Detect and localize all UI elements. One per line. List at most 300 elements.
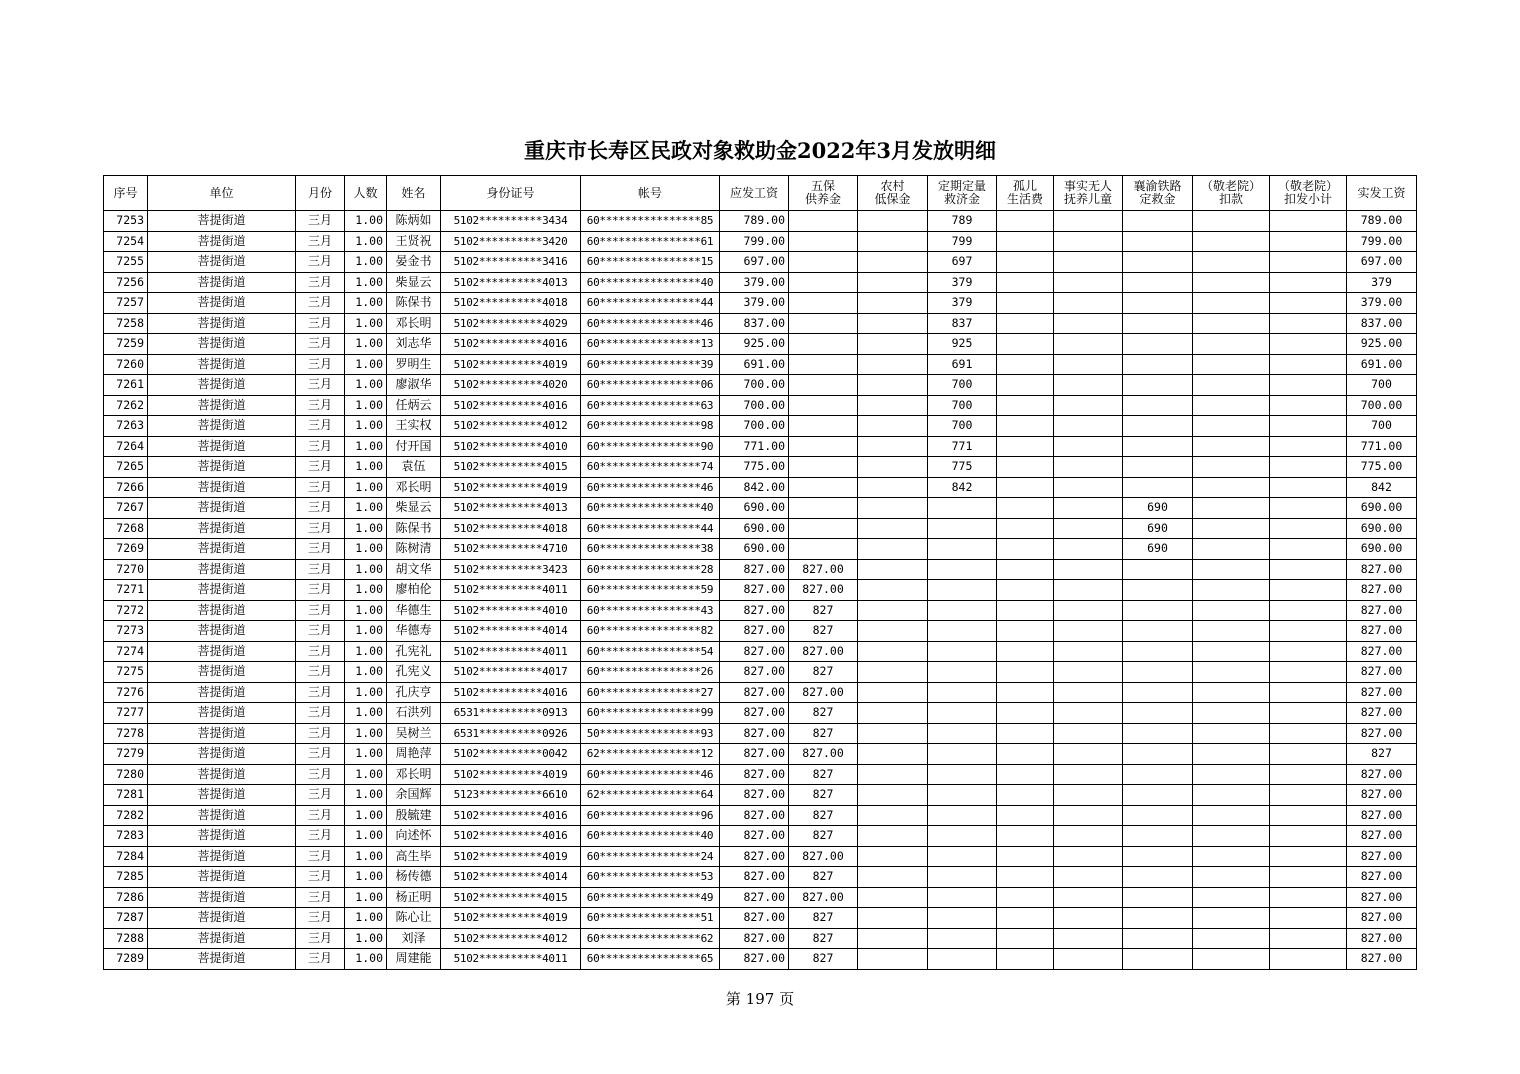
cell-rural-subsistence (858, 949, 928, 970)
cell-regular-relief: 771 (928, 436, 997, 457)
cell-month: 三月 (296, 662, 345, 683)
table-row (104, 498, 1417, 519)
cell-regular-relief (928, 641, 997, 662)
cell-orphan-living (997, 949, 1054, 970)
cell-account: 60****************15 (581, 252, 720, 273)
cell-month: 三月 (296, 313, 345, 334)
cell-month: 三月 (296, 826, 345, 847)
cell-name: 陈树清 (387, 539, 441, 560)
cell-actual-pay: 827.00 (1347, 662, 1417, 683)
cell-serial: 7262 (104, 395, 148, 416)
cell-railway-relief (1123, 703, 1193, 724)
cell-regular-relief (928, 949, 997, 970)
cell-serial: 7285 (104, 867, 148, 888)
cell-nursing-subtotal (1270, 395, 1347, 416)
cell-count: 1.00 (345, 785, 387, 806)
cell-unit: 菩提街道 (148, 334, 296, 355)
cell-account: 60****************26 (581, 662, 720, 683)
cell-payable: 827.00 (720, 744, 789, 765)
cell-five-guarantee: 827.00 (789, 641, 858, 662)
cell-orphan-living (997, 826, 1054, 847)
cell-name: 邓长明 (387, 477, 441, 498)
cell-rural-subsistence (858, 313, 928, 334)
cell-name: 向述怀 (387, 826, 441, 847)
cell-month: 三月 (296, 231, 345, 252)
table-row (104, 436, 1417, 457)
cell-account: 60****************44 (581, 293, 720, 314)
table-row (104, 559, 1417, 580)
cell-name: 柴显云 (387, 498, 441, 519)
cell-name: 胡文华 (387, 559, 441, 580)
cell-serial: 7272 (104, 600, 148, 621)
cell-railway-relief (1123, 826, 1193, 847)
cell-id-number: 5102**********0042 (441, 744, 581, 765)
cell-orphan-living (997, 334, 1054, 355)
cell-count: 1.00 (345, 662, 387, 683)
cell-count: 1.00 (345, 252, 387, 273)
cell-railway-relief (1123, 252, 1193, 273)
cell-orphan-living (997, 744, 1054, 765)
cell-nursing-deduction (1193, 621, 1270, 642)
cell-rural-subsistence (858, 477, 928, 498)
cell-orphan-living (997, 416, 1054, 437)
cell-nursing-subtotal (1270, 621, 1347, 642)
cell-month: 三月 (296, 559, 345, 580)
cell-regular-relief (928, 621, 997, 642)
cell-rural-subsistence (858, 723, 928, 744)
cell-rural-subsistence (858, 539, 928, 560)
cell-nursing-subtotal (1270, 723, 1347, 744)
cell-account: 60****************62 (581, 928, 720, 949)
cell-actual-pay: 842 (1347, 477, 1417, 498)
cell-orphan-living (997, 887, 1054, 908)
cell-five-guarantee: 827.00 (789, 846, 858, 867)
cell-name: 晏金书 (387, 252, 441, 273)
cell-orphan-living (997, 457, 1054, 478)
cell-nursing-deduction (1193, 231, 1270, 252)
cell-nursing-deduction (1193, 764, 1270, 785)
cell-regular-relief (928, 785, 997, 806)
cell-five-guarantee (789, 416, 858, 437)
table-row (104, 293, 1417, 314)
cell-payable: 827.00 (720, 867, 789, 888)
cell-unit: 菩提街道 (148, 252, 296, 273)
cell-unit: 菩提街道 (148, 231, 296, 252)
cell-railway-relief (1123, 354, 1193, 375)
cell-railway-relief (1123, 887, 1193, 908)
cell-nursing-deduction (1193, 703, 1270, 724)
cell-nursing-deduction (1193, 457, 1270, 478)
cell-serial: 7273 (104, 621, 148, 642)
cell-rural-subsistence (858, 867, 928, 888)
cell-railway-relief (1123, 416, 1193, 437)
cell-id-number: 5102**********4016 (441, 826, 581, 847)
cell-nursing-subtotal (1270, 498, 1347, 519)
cell-regular-relief: 379 (928, 272, 997, 293)
cell-serial: 7257 (104, 293, 148, 314)
cell-orphan-living (997, 908, 1054, 929)
cell-count: 1.00 (345, 416, 387, 437)
cell-nursing-subtotal (1270, 703, 1347, 724)
cell-unsupported-child (1054, 457, 1123, 478)
cell-name: 殷毓建 (387, 805, 441, 826)
cell-railway-relief (1123, 764, 1193, 785)
cell-month: 三月 (296, 580, 345, 601)
cell-orphan-living (997, 764, 1054, 785)
cell-id-number: 5102**********4010 (441, 600, 581, 621)
cell-month: 三月 (296, 436, 345, 457)
cell-nursing-subtotal (1270, 600, 1347, 621)
cell-five-guarantee (789, 539, 858, 560)
column-header: 五保 供养金 (789, 176, 858, 211)
cell-unsupported-child (1054, 928, 1123, 949)
cell-name: 廖淑华 (387, 375, 441, 396)
cell-id-number: 5102**********4019 (441, 354, 581, 375)
cell-name: 周建能 (387, 949, 441, 970)
cell-name: 邓长明 (387, 764, 441, 785)
cell-regular-relief (928, 518, 997, 539)
cell-nursing-subtotal (1270, 580, 1347, 601)
cell-name: 孔宪礼 (387, 641, 441, 662)
cell-regular-relief: 837 (928, 313, 997, 334)
cell-payable: 827.00 (720, 887, 789, 908)
cell-railway-relief (1123, 375, 1193, 396)
table-row (104, 826, 1417, 847)
cell-orphan-living (997, 211, 1054, 232)
cell-unsupported-child (1054, 764, 1123, 785)
cell-name: 华德寿 (387, 621, 441, 642)
cell-count: 1.00 (345, 600, 387, 621)
table-row (104, 375, 1417, 396)
cell-account: 60****************06 (581, 375, 720, 396)
cell-nursing-subtotal (1270, 518, 1347, 539)
cell-payable: 827.00 (720, 805, 789, 826)
cell-railway-relief (1123, 867, 1193, 888)
cell-name: 陈心让 (387, 908, 441, 929)
cell-five-guarantee (789, 436, 858, 457)
cell-actual-pay: 827.00 (1347, 580, 1417, 601)
cell-serial: 7284 (104, 846, 148, 867)
cell-payable: 379.00 (720, 272, 789, 293)
cell-orphan-living (997, 395, 1054, 416)
cell-serial: 7283 (104, 826, 148, 847)
table-row (104, 703, 1417, 724)
cell-serial: 7280 (104, 764, 148, 785)
cell-nursing-subtotal (1270, 293, 1347, 314)
cell-name: 王贤祝 (387, 231, 441, 252)
cell-railway-relief (1123, 949, 1193, 970)
cell-id-number: 5102**********4011 (441, 580, 581, 601)
cell-name: 高生毕 (387, 846, 441, 867)
cell-unit: 菩提街道 (148, 662, 296, 683)
cell-five-guarantee: 827 (789, 600, 858, 621)
cell-id-number: 5102**********4016 (441, 395, 581, 416)
cell-railway-relief (1123, 559, 1193, 580)
cell-nursing-subtotal (1270, 908, 1347, 929)
cell-account: 60****************46 (581, 477, 720, 498)
cell-railway-relief (1123, 211, 1193, 232)
cell-five-guarantee: 827 (789, 621, 858, 642)
cell-serial: 7270 (104, 559, 148, 580)
cell-count: 1.00 (345, 395, 387, 416)
cell-five-guarantee (789, 272, 858, 293)
cell-unsupported-child (1054, 805, 1123, 826)
cell-five-guarantee: 827 (789, 826, 858, 847)
cell-railway-relief: 690 (1123, 498, 1193, 519)
table-row (104, 580, 1417, 601)
cell-actual-pay: 827.00 (1347, 949, 1417, 970)
cell-name: 罗明生 (387, 354, 441, 375)
cell-regular-relief: 691 (928, 354, 997, 375)
cell-unit: 菩提街道 (148, 416, 296, 437)
cell-railway-relief (1123, 334, 1193, 355)
cell-month: 三月 (296, 354, 345, 375)
table-row (104, 457, 1417, 478)
cell-payable: 925.00 (720, 334, 789, 355)
cell-five-guarantee (789, 395, 858, 416)
cell-id-number: 5102**********4019 (441, 908, 581, 929)
cell-five-guarantee (789, 293, 858, 314)
cell-unsupported-child (1054, 477, 1123, 498)
cell-rural-subsistence (858, 334, 928, 355)
cell-railway-relief (1123, 641, 1193, 662)
cell-name: 孔宪义 (387, 662, 441, 683)
cell-unsupported-child (1054, 313, 1123, 334)
cell-unsupported-child (1054, 949, 1123, 970)
cell-nursing-subtotal (1270, 662, 1347, 683)
cell-count: 1.00 (345, 518, 387, 539)
cell-rural-subsistence (858, 662, 928, 683)
cell-unit: 菩提街道 (148, 293, 296, 314)
cell-account: 50****************93 (581, 723, 720, 744)
cell-actual-pay: 827 (1347, 744, 1417, 765)
cell-payable: 799.00 (720, 231, 789, 252)
cell-unit: 菩提街道 (148, 354, 296, 375)
cell-nursing-deduction (1193, 600, 1270, 621)
cell-name: 廖柏伦 (387, 580, 441, 601)
cell-account: 60****************85 (581, 211, 720, 232)
cell-serial: 7268 (104, 518, 148, 539)
cell-five-guarantee (789, 313, 858, 334)
cell-orphan-living (997, 785, 1054, 806)
cell-nursing-deduction (1193, 211, 1270, 232)
cell-nursing-subtotal (1270, 252, 1347, 273)
cell-five-guarantee: 827 (789, 928, 858, 949)
cell-rural-subsistence (858, 805, 928, 826)
cell-payable: 827.00 (720, 600, 789, 621)
cell-serial: 7281 (104, 785, 148, 806)
cell-month: 三月 (296, 252, 345, 273)
cell-count: 1.00 (345, 826, 387, 847)
cell-unit: 菩提街道 (148, 846, 296, 867)
cell-actual-pay: 771.00 (1347, 436, 1417, 457)
cell-count: 1.00 (345, 477, 387, 498)
cell-unit: 菩提街道 (148, 723, 296, 744)
cell-regular-relief: 789 (928, 211, 997, 232)
table-row (104, 600, 1417, 621)
cell-count: 1.00 (345, 928, 387, 949)
cell-actual-pay: 690.00 (1347, 498, 1417, 519)
cell-id-number: 5102**********3416 (441, 252, 581, 273)
cell-five-guarantee (789, 354, 858, 375)
cell-actual-pay: 827.00 (1347, 682, 1417, 703)
cell-serial: 7261 (104, 375, 148, 396)
cell-rural-subsistence (858, 641, 928, 662)
cell-count: 1.00 (345, 887, 387, 908)
cell-name: 柴显云 (387, 272, 441, 293)
cell-rural-subsistence (858, 621, 928, 642)
cell-nursing-subtotal (1270, 539, 1347, 560)
cell-unit: 菩提街道 (148, 785, 296, 806)
cell-month: 三月 (296, 785, 345, 806)
cell-railway-relief (1123, 231, 1193, 252)
cell-unit: 菩提街道 (148, 457, 296, 478)
cell-month: 三月 (296, 395, 345, 416)
column-header: 姓名 (387, 176, 441, 211)
cell-rural-subsistence (858, 744, 928, 765)
cell-railway-relief (1123, 477, 1193, 498)
page-number: 第 197 页 (725, 990, 795, 1008)
cell-orphan-living (997, 539, 1054, 560)
cell-id-number: 5102**********4010 (441, 436, 581, 457)
cell-id-number: 5102**********4016 (441, 682, 581, 703)
cell-actual-pay: 690.00 (1347, 518, 1417, 539)
column-header: 月份 (296, 176, 345, 211)
cell-account: 60****************90 (581, 436, 720, 457)
cell-serial: 7274 (104, 641, 148, 662)
cell-nursing-deduction (1193, 293, 1270, 314)
cell-rural-subsistence (858, 887, 928, 908)
cell-five-guarantee: 827 (789, 949, 858, 970)
cell-account: 60****************59 (581, 580, 720, 601)
cell-five-guarantee (789, 457, 858, 478)
cell-month: 三月 (296, 272, 345, 293)
cell-name: 刘志华 (387, 334, 441, 355)
cell-actual-pay: 827.00 (1347, 826, 1417, 847)
cell-unit: 菩提街道 (148, 518, 296, 539)
cell-account: 60****************38 (581, 539, 720, 560)
cell-month: 三月 (296, 887, 345, 908)
cell-account: 60****************99 (581, 703, 720, 724)
cell-rural-subsistence (858, 908, 928, 929)
cell-id-number: 6531**********0926 (441, 723, 581, 744)
cell-serial: 7271 (104, 580, 148, 601)
cell-actual-pay: 827.00 (1347, 641, 1417, 662)
table-row (104, 887, 1417, 908)
cell-five-guarantee (789, 498, 858, 519)
cell-account: 62****************64 (581, 785, 720, 806)
cell-actual-pay: 700 (1347, 375, 1417, 396)
table-row (104, 662, 1417, 683)
cell-serial: 7278 (104, 723, 148, 744)
cell-count: 1.00 (345, 334, 387, 355)
cell-orphan-living (997, 354, 1054, 375)
cell-orphan-living (997, 252, 1054, 273)
cell-orphan-living (997, 641, 1054, 662)
cell-id-number: 5102**********4016 (441, 334, 581, 355)
cell-nursing-subtotal (1270, 641, 1347, 662)
cell-five-guarantee (789, 477, 858, 498)
cell-rural-subsistence (858, 395, 928, 416)
cell-five-guarantee: 827 (789, 723, 858, 744)
cell-five-guarantee (789, 375, 858, 396)
cell-nursing-deduction (1193, 559, 1270, 580)
cell-name: 杨正明 (387, 887, 441, 908)
cell-unsupported-child (1054, 211, 1123, 232)
cell-nursing-subtotal (1270, 436, 1347, 457)
cell-count: 1.00 (345, 313, 387, 334)
cell-name: 华德生 (387, 600, 441, 621)
cell-id-number: 5102**********3420 (441, 231, 581, 252)
cell-orphan-living (997, 703, 1054, 724)
cell-actual-pay: 775.00 (1347, 457, 1417, 478)
cell-name: 吴树兰 (387, 723, 441, 744)
table-row (104, 764, 1417, 785)
table-row (104, 539, 1417, 560)
cell-serial: 7253 (104, 211, 148, 232)
cell-nursing-deduction (1193, 928, 1270, 949)
cell-actual-pay: 827.00 (1347, 846, 1417, 867)
cell-unit: 菩提街道 (148, 559, 296, 580)
cell-count: 1.00 (345, 354, 387, 375)
cell-unsupported-child (1054, 908, 1123, 929)
cell-account: 60****************63 (581, 395, 720, 416)
table-row (104, 949, 1417, 970)
cell-serial: 7276 (104, 682, 148, 703)
cell-five-guarantee: 827.00 (789, 682, 858, 703)
cell-payable: 827.00 (720, 662, 789, 683)
column-header: 农村 低保金 (858, 176, 928, 211)
cell-count: 1.00 (345, 867, 387, 888)
cell-payable: 690.00 (720, 518, 789, 539)
column-header: 实发工资 (1347, 176, 1417, 211)
cell-rural-subsistence (858, 785, 928, 806)
cell-nursing-deduction (1193, 539, 1270, 560)
cell-rural-subsistence (858, 416, 928, 437)
cell-unsupported-child (1054, 416, 1123, 437)
cell-name: 石洪列 (387, 703, 441, 724)
cell-name: 王实权 (387, 416, 441, 437)
cell-railway-relief (1123, 293, 1193, 314)
cell-account: 60****************82 (581, 621, 720, 642)
cell-serial: 7258 (104, 313, 148, 334)
cell-actual-pay: 827.00 (1347, 785, 1417, 806)
cell-rural-subsistence (858, 375, 928, 396)
cell-orphan-living (997, 928, 1054, 949)
table-row (104, 272, 1417, 293)
cell-nursing-subtotal (1270, 887, 1347, 908)
cell-five-guarantee: 827 (789, 785, 858, 806)
cell-payable: 691.00 (720, 354, 789, 375)
cell-railway-relief (1123, 723, 1193, 744)
cell-unit: 菩提街道 (148, 805, 296, 826)
cell-five-guarantee: 827.00 (789, 559, 858, 580)
cell-name: 孔庆亨 (387, 682, 441, 703)
cell-nursing-subtotal (1270, 764, 1347, 785)
cell-nursing-subtotal (1270, 805, 1347, 826)
table-row (104, 805, 1417, 826)
cell-railway-relief (1123, 785, 1193, 806)
cell-account: 62****************12 (581, 744, 720, 765)
cell-five-guarantee (789, 252, 858, 273)
cell-serial: 7282 (104, 805, 148, 826)
cell-railway-relief (1123, 846, 1193, 867)
cell-five-guarantee (789, 334, 858, 355)
cell-actual-pay: 827.00 (1347, 887, 1417, 908)
cell-orphan-living (997, 272, 1054, 293)
cell-id-number: 5102**********3434 (441, 211, 581, 232)
cell-railway-relief (1123, 744, 1193, 765)
